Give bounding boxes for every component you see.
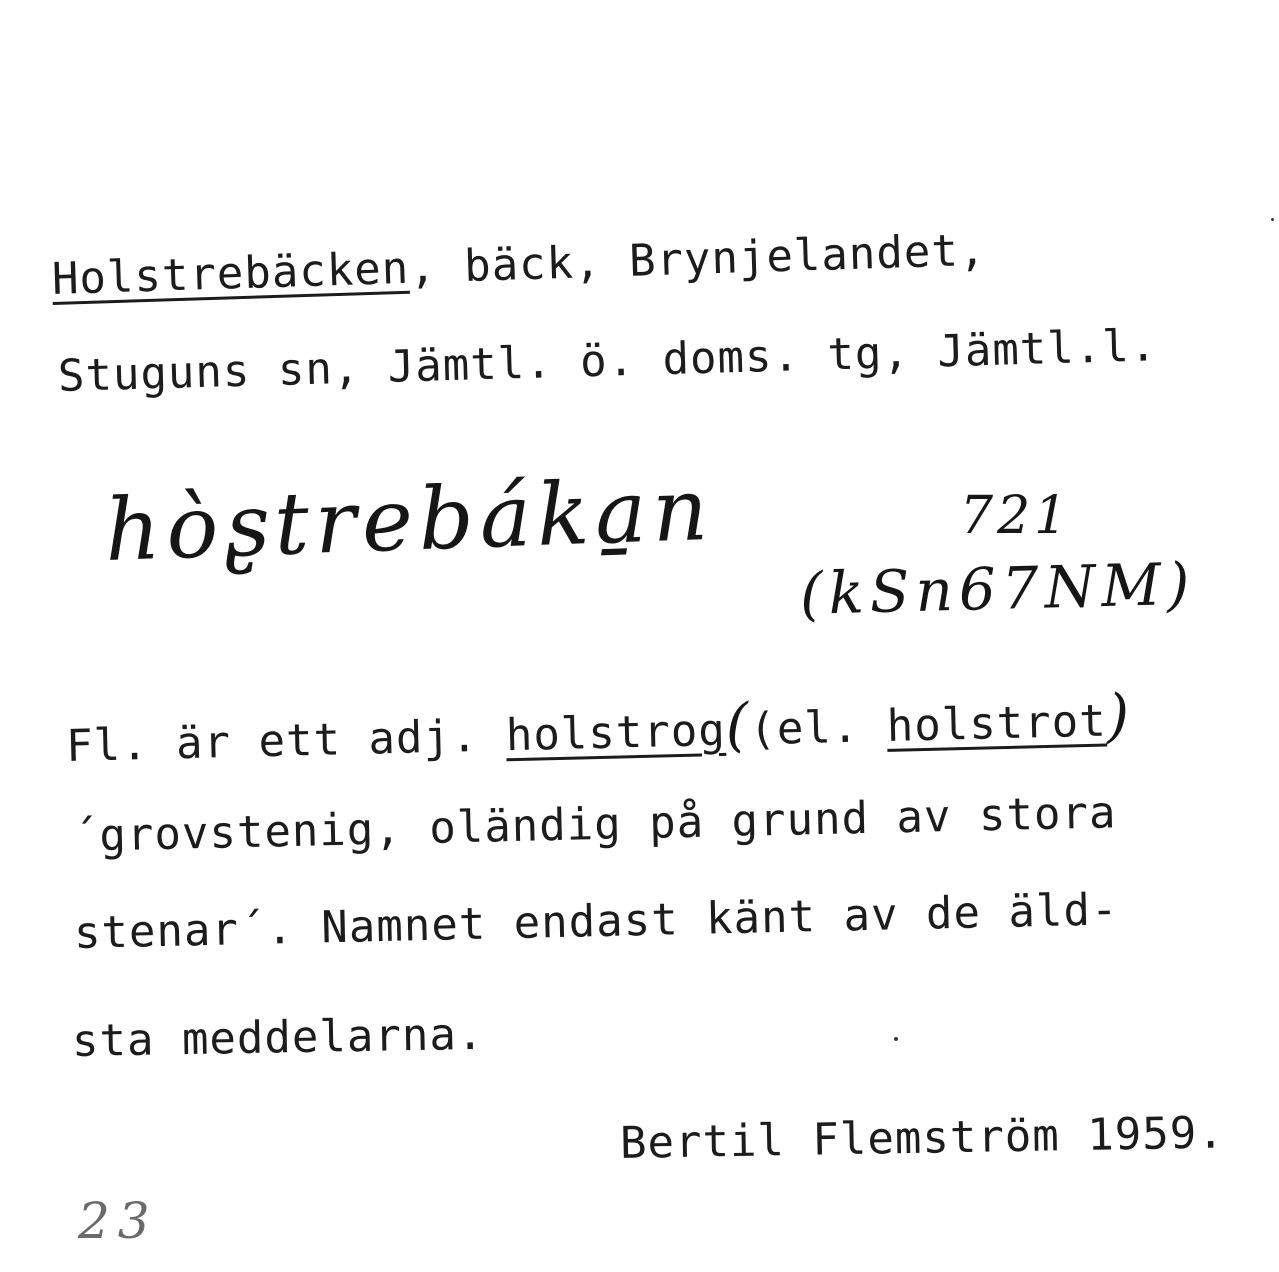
entry-line-8: sta meddelarna. <box>71 1008 485 1067</box>
entry-line-7: stenar´. Namnet endast känt av de äld- <box>73 884 1119 959</box>
reference-number-handwritten: 721 <box>960 486 1072 546</box>
entry-line-6: ´grovstenig, oländig på grund av stora <box>71 787 1117 862</box>
entry-line-1 <box>51 224 987 305</box>
scan-speck <box>1271 218 1274 221</box>
adjective-holstrog: holstrog <box>505 704 727 762</box>
entry-line-1-rest: , bäck, Brynjelandet, <box>408 224 987 294</box>
entry-line-5 <box>65 681 1131 772</box>
signature: Bertil Flemström 1959. <box>619 1107 1226 1169</box>
entry-line-2: Stuguns sn, Jämtl. ö. doms. tg, Jämtl.l. <box>57 320 1158 402</box>
close-paren-handwritten: ) <box>1105 681 1131 750</box>
scan-speck <box>894 1037 898 1041</box>
adjective-holstrot: holstrot <box>886 695 1108 752</box>
page-number-handwritten: 23 <box>78 1192 158 1250</box>
entry-line-5-prefix: Fl. är ett adj. <box>65 710 479 772</box>
reference-code-handwritten: (kSn67NM) <box>799 549 1197 628</box>
pronunciation-handwritten: hòʂtrebáka̱n <box>103 459 716 581</box>
headword: Holstrebäcken <box>51 242 410 305</box>
entry-line-5-mid: (el. <box>748 701 860 756</box>
open-paren-handwritten: ( <box>724 690 751 759</box>
